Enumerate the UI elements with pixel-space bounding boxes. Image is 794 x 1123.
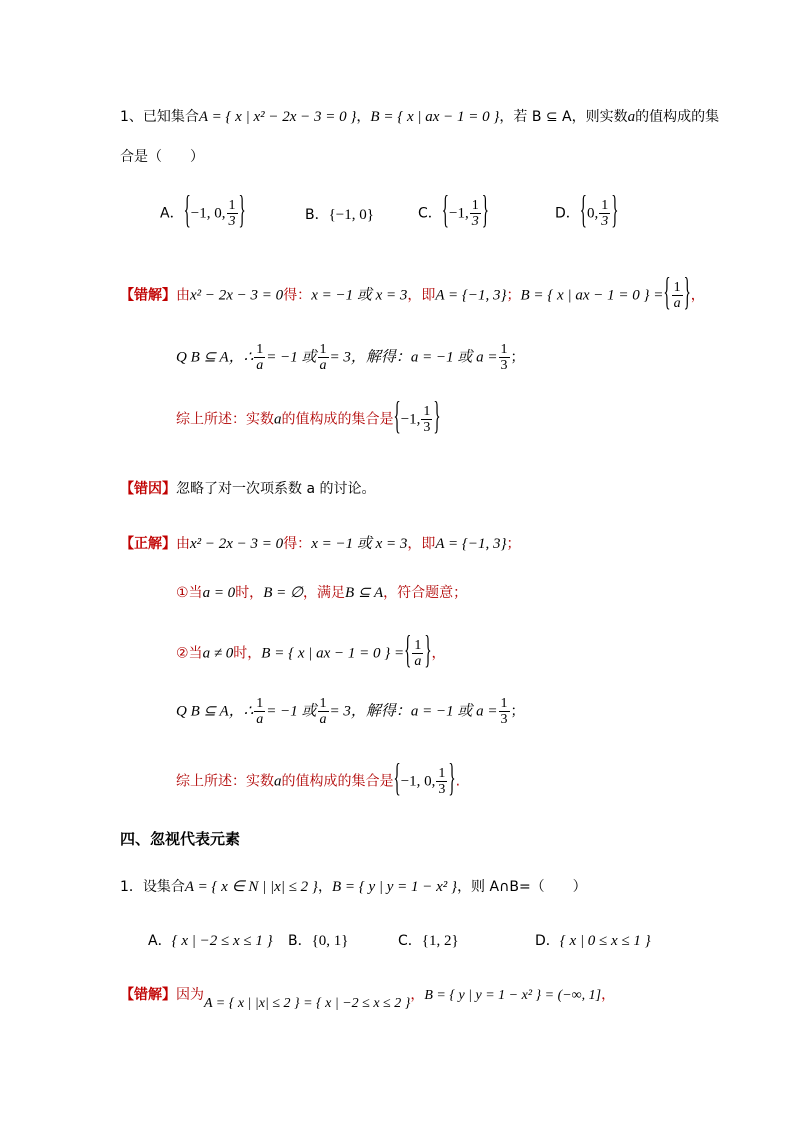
text: ， [690,287,705,304]
option-label: D． [555,205,580,222]
wrong2-line: 【错解】因为A = { x | |x| ≤ 2 } = { x | −2 ≤ x ≤ 2 }，B = { y | y = 1 − x² } = (−∞, 1]， [120,987,616,1011]
option-label: D． [535,933,560,949]
solution: x = −1 或 x = 3 [311,287,408,304]
option-value: { x | −2 ≤ x ≤ 1 } [171,933,273,949]
q1-set-a: A = { x | x² − 2x − 3 = 0 } [198,109,357,125]
option-value: { x | 0 ≤ x ≤ 1 } [559,933,651,949]
q2-line1: 1．设集合A = { x ∈ N | |x| ≤ 2 }，B = { y | y = 1 − x² }，则 A∩B=（ ） [120,879,587,895]
set-b: B = { x | ax − 1 = 0 } = [520,287,664,304]
frac-num: 1 [228,198,236,213]
correct1-line1 [120,532,521,553]
text: 由 [176,536,190,552]
text: ，满足 [303,585,346,601]
error-cause-tag: 【错因】 [120,481,176,497]
correct1-line4: Q B ⊆ A，∴ $\frac{1}{a}$ = −1 或 $\frac{1}{a}$ = 3，解得：a = −1 或 a = $\frac{1}{3}$ ； [176,696,525,727]
condition: a = 0 [202,585,236,601]
text: 综上所述：实数 [176,411,274,428]
text: 时， [235,585,264,601]
equation: = 3，解得： [329,349,411,366]
text: 由 [176,287,190,304]
text: 时， [233,645,262,662]
because-clause: Q B ⊆ A，∴ [176,349,254,366]
q1-set-b: B = { x | ax − 1 = 0 } [370,109,500,125]
frac-den: 3 [601,214,609,229]
option-label: C． [398,933,422,949]
frac-den: a [673,296,681,311]
set-a: A = {−1, 3} [435,287,507,304]
q1-line2 [120,146,204,166]
correct1-line5: 综上所述：实数a的值构成的集合是{−1, 0, $\frac{1}{3}$ }. [176,759,461,801]
option-value: {−1, 0} [328,207,374,223]
q1-option-b[interactable] [305,204,374,224]
wrong1-line1: 【错解】由x² − 2x − 3 = 0得：x = −1 或 x = 3，即A = {−1, 3}；B = { x | ax − 1 = 0 } ={ $\frac{1}{a}$ }， [120,273,705,315]
frac-den: 3 [228,214,236,229]
result-set: −1, 0, [400,773,436,790]
q2-set-a: A = { x ∈ N | |x| ≤ 2 } [184,879,318,895]
text: 的值构成的集合是 [281,411,394,428]
case2-line: ②当a ≠ 0时，B = { x | ax − 1 = 0 } ={ $\frac{1}{a}$ }， [176,631,446,673]
set-b: B = { y | y = 1 − x² } = (−∞, 1] [424,988,602,1003]
condition: a ≠ 0 [202,645,234,662]
text: ，即 [407,536,436,552]
text: 得： [283,536,312,552]
case1-line [176,582,467,602]
because-clause: Q B ⊆ A，∴ [176,703,254,720]
text: 得： [283,287,312,304]
frac-num: 1 [471,198,479,213]
frac-num: 1 [601,198,609,213]
q2-tail: ，则 A∩B=（ ） [457,879,587,895]
text: ， [601,987,616,1003]
option-value: −1, [448,205,469,222]
text: ； [506,287,521,304]
option-label: B． [305,207,329,223]
correct-solution-tag: 【正解】 [120,536,176,552]
option-value: {1, 2} [421,933,459,949]
q2-number: 1．设集合 [120,879,185,895]
text: 的值构成的集合是 [281,773,394,790]
q2-option-a[interactable] [148,930,273,950]
text: ②当 [176,645,203,662]
q1-number: 1、已知集合 [120,109,199,125]
option-label: C． [418,205,442,222]
set-a: A = {−1, 3} [435,536,507,552]
q1-option-c[interactable]: C．{−1, $\frac{1}{3}$ } [418,191,489,233]
result-set: −1, [400,411,421,428]
q2-option-b[interactable] [288,930,349,950]
option-value: −1, 0, [190,205,226,222]
option-value: {0, 1} [311,933,349,949]
frac-num: 1 [673,280,681,295]
solution: a = −1 或 a = [410,703,498,720]
equation: = −1 或 [266,703,317,720]
text: ； [510,703,525,720]
wrong1-line3: 综上所述：实数a的值构成的集合是{−1, $\frac{1}{3}$ } [176,397,441,439]
text: ； [510,349,525,366]
text: ①当 [176,585,203,601]
option-value: 0, [586,205,599,222]
option-label: A． [160,205,184,222]
wrong1-line2: Q B ⊆ A，∴ $\frac{1}{a}$ = −1 或 $\frac{1}{a}$ = 3，解得：a = −1 或 a = $\frac{1}{3}$ ； [176,342,525,373]
subset: B ⊆ A [345,585,384,601]
q1-option-a[interactable]: A．{−1, 0, $\frac{1}{3}$ } [160,191,246,233]
text: ，即 [407,287,436,304]
solution: x = −1 或 x = 3 [311,536,408,552]
set-b: B = ∅ [263,585,304,601]
text: ，符合题意； [383,585,468,601]
q1-condition: ，若 B ⊆ A，则实数 [499,109,628,125]
q1-tail2: 合是（ ） [120,149,204,165]
cause-line [120,478,375,498]
wrong-solution-tag: 【错解】 [120,287,176,304]
equation: x² − 2x − 3 = 0 [190,536,284,552]
option-label: B． [288,933,312,949]
q2-set-b: B = { y | y = 1 − x² } [331,879,458,895]
section-heading: 四、忽视代表元素 [120,830,241,848]
equation: = 3，解得： [329,703,411,720]
text: . [455,773,461,790]
equation: x² − 2x − 3 = 0 [190,287,284,304]
equation: = −1 或 [266,349,317,366]
option-label: A． [148,933,172,949]
set-b: B = { x | ax − 1 = 0 } = [261,645,405,662]
text: 综上所述：实数 [176,773,274,790]
text: ， [431,645,446,662]
text: 因为 [176,987,204,1003]
frac-den: 3 [471,214,479,229]
q2-option-c[interactable] [398,930,459,950]
set-a: A = { x | |x| ≤ 2 } = { x | −2 ≤ x ≤ 2 } [204,996,411,1011]
error-cause-text: 忽略了对一次项系数 a 的讨论。 [176,481,376,497]
solution: a = −1 或 a = [410,349,498,366]
q1-line1: 1、已知集合A = { x | x² − 2x − 3 = 0 }，B = { x | ax − 1 = 0 }，若 B ⊆ A，则实数a的值构成的集 [120,109,720,125]
q2-option-d[interactable] [535,930,651,950]
q1-var-a: a [627,109,636,125]
q1-tail1: 的值构成的集 [635,109,720,125]
text: ； [506,536,521,552]
wrong-solution-tag: 【错解】 [120,987,176,1003]
q1-option-d[interactable]: D．{0, $\frac{1}{3}$ } [555,191,619,233]
